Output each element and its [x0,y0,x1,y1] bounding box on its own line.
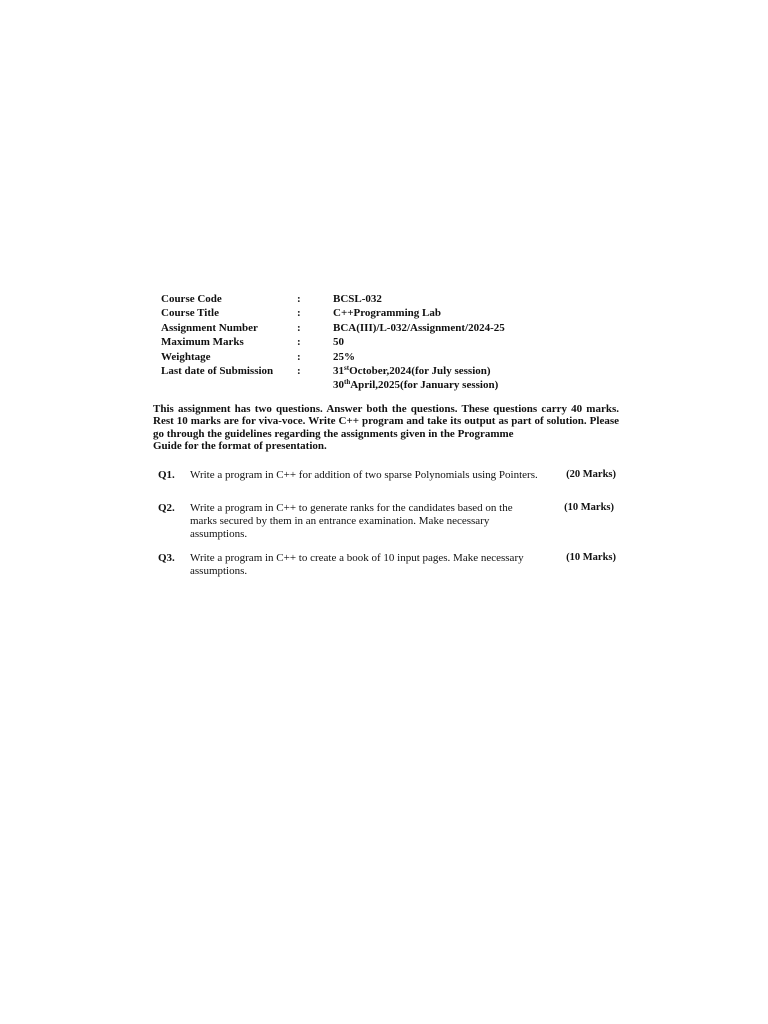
submission-date-row [161,364,561,378]
colon-separator: : [297,321,301,334]
weightage-value: 25% [333,350,355,363]
weightage-row [161,350,561,364]
date-day: 31 [333,364,344,377]
question-marks: (10 Marks) [564,502,614,513]
date-suffix: st [344,363,350,372]
assignment-number-label: Assignment Number [161,321,258,334]
submission-date-july [333,364,491,378]
maximum-marks-value: 50 [333,336,344,349]
question-marks: (10 Marks) [566,552,616,563]
colon-separator: : [297,336,301,349]
colon-separator: : [297,350,301,363]
colon-separator: : [297,364,301,377]
question-text: Write a program in C++ to create a book of 10 input pages. Make necessary assumptions. [190,552,524,577]
course-info-table [161,292,561,393]
maximum-marks-label: Maximum Marks [161,336,244,349]
question-marks: (20 Marks) [566,469,616,480]
instructions-body: This assignment has two questions. Answer both the questions. These questions carry 40 marks. Rest 10 marks are for viva-voce. Write C++ program and take its output as part of solution. Please go through the guidelines regarding the assignments given in the Programme [153,403,619,440]
question-number: Q3. [158,552,175,564]
colon-separator: : [297,293,301,305]
assignment-number-row [161,321,561,335]
date-suffix: th [344,378,351,387]
question-number: Q2. [158,502,175,514]
course-title-row [161,306,561,320]
date-rest: April,2025(for January session) [350,379,499,392]
assignment-number-value: BCA(III)/L-032/Assignment/2024-25 [333,321,505,334]
colon-separator: : [297,307,301,320]
course-code-row [161,292,561,306]
course-code-label: Course Code [161,293,222,305]
submission-date-row-2 [161,378,561,392]
maximum-marks-row [161,335,561,349]
question-text: Write a program in C++ for addition of two sparse Polynomials using Pointers. [190,469,538,481]
course-code-value: BCSL-032 [333,293,382,305]
question-number: Q1. [158,469,175,481]
question-text: Write a program in C++ to generate ranks for the candidates based on the marks secured by them in an entrance examination. Make necessary assumptions. [190,502,513,540]
date-rest: October,2024(for July session) [349,364,491,377]
weightage-label: Weightage [161,350,211,363]
submission-date-january [333,378,498,392]
course-title-label: Course Title [161,307,219,320]
instructions-paragraph [153,403,619,452]
submission-date-label: Last date of Submission [161,364,274,377]
date-day: 30 [333,379,344,392]
course-title-value: C++Programming Lab [333,307,441,320]
instructions-last-line: Guide for the format of presentation. [153,439,327,452]
